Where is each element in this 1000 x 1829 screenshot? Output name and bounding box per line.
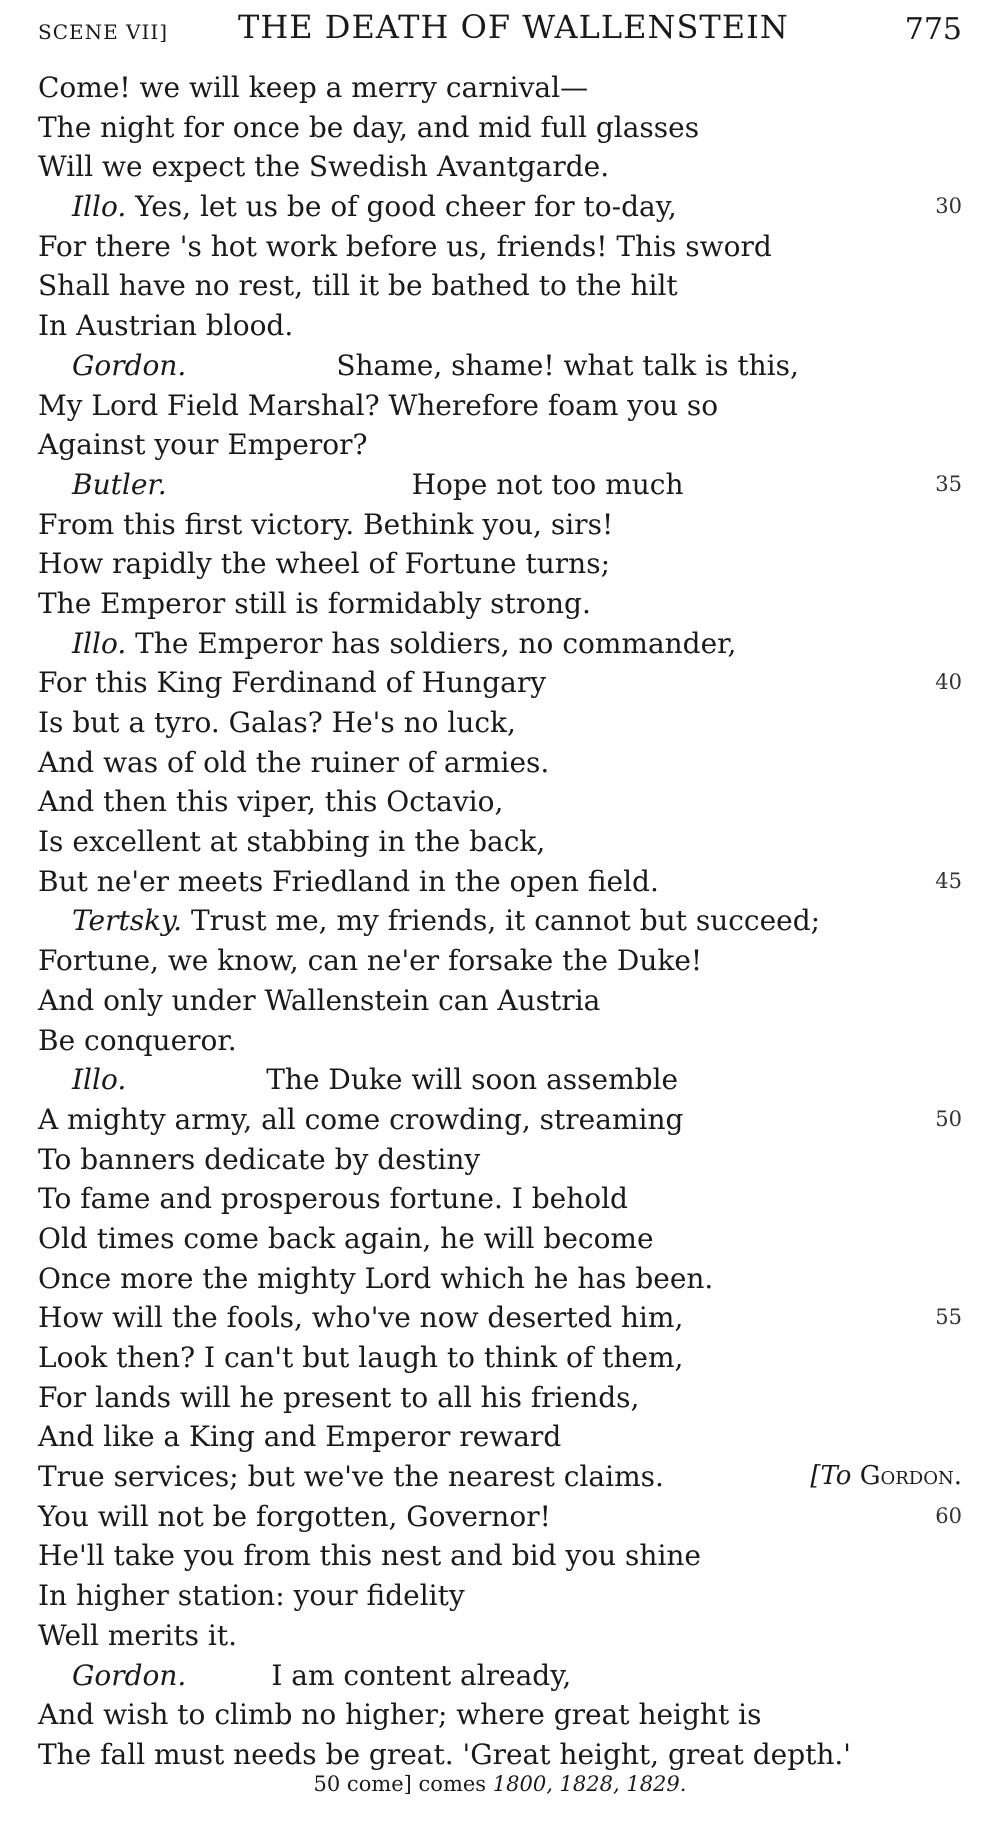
verse-line bbox=[38, 862, 962, 902]
line-text: Fortune, we know, can ne'er forsake the Duke! bbox=[38, 944, 703, 978]
line-number: 60 bbox=[935, 1503, 962, 1528]
line-number: 45 bbox=[935, 868, 962, 893]
line-text: But ne'er meets Friedland in the open field. bbox=[38, 864, 659, 898]
verse-line bbox=[38, 782, 962, 822]
running-title: THE DEATH OF WALLENSTEIN bbox=[238, 8, 789, 46]
line-text: And wish to climb no higher; where great height is bbox=[38, 1698, 762, 1732]
line-text: A mighty army, all come crowding, streaming bbox=[38, 1102, 684, 1136]
line-text: The Emperor still is formidably strong. bbox=[38, 586, 591, 620]
line-text: Will we expect the Swedish Avantgarde. bbox=[38, 150, 610, 184]
line-text: Yes, let us be of good cheer for to-day, bbox=[126, 190, 677, 224]
verse-line bbox=[38, 663, 962, 703]
line-text: True services; but we've the nearest claims. bbox=[38, 1460, 664, 1494]
verse-line bbox=[38, 1417, 962, 1457]
line-text: Trust me, my friends, it cannot but succeed; bbox=[182, 904, 821, 938]
line-text: I am content already, bbox=[271, 1658, 572, 1692]
speaker-name: Gordon. bbox=[72, 348, 187, 382]
verse-line bbox=[38, 1656, 962, 1696]
page-number: 775 bbox=[904, 12, 962, 47]
verse-line bbox=[38, 1259, 962, 1299]
stage-direction-to: [To bbox=[810, 1461, 852, 1492]
verse-line bbox=[38, 1616, 962, 1656]
line-text: And like a King and Emperor reward bbox=[38, 1420, 562, 1454]
verse-line bbox=[38, 386, 962, 426]
speaker-name: Illo. bbox=[72, 626, 127, 660]
footnote-years: 1800, 1828, 1829. bbox=[492, 1772, 687, 1796]
line-text: The night for once be day, and mid full glasses bbox=[38, 110, 700, 144]
line-number: 50 bbox=[935, 1106, 962, 1131]
line-text: Against your Emperor? bbox=[38, 428, 368, 462]
verse-line bbox=[38, 1576, 962, 1616]
line-text: Shame, shame! what talk is this, bbox=[336, 348, 799, 382]
footnote bbox=[0, 1772, 1000, 1796]
line-text: And only under Wallenstein can Austria bbox=[38, 983, 601, 1017]
line-text: From this first victory. Bethink you, sirs! bbox=[38, 507, 614, 541]
verse-line bbox=[38, 1457, 962, 1497]
line-text: How rapidly the wheel of Fortune turns; bbox=[38, 547, 611, 581]
speaker-name: Butler. bbox=[72, 467, 167, 501]
verse-block bbox=[38, 68, 962, 1775]
footnote-lemma: 50 come] comes bbox=[313, 1772, 493, 1796]
verse-line bbox=[38, 346, 962, 386]
verse-line bbox=[38, 743, 962, 783]
line-text: The Emperor has soldiers, no commander, bbox=[126, 626, 737, 660]
verse-line bbox=[38, 1378, 962, 1418]
line-text: Look then? I can't but laugh to think of them, bbox=[38, 1341, 684, 1374]
line-text: Is but a tyro. Galas? He's no luck, bbox=[38, 706, 516, 739]
verse-line bbox=[38, 147, 962, 187]
line-text: In Austrian blood. bbox=[38, 309, 294, 343]
speaker-name: Tertsky. bbox=[72, 904, 183, 938]
verse-line bbox=[38, 1338, 962, 1378]
line-text: Be conqueror. bbox=[38, 1023, 237, 1057]
line-text: Come! we will keep a merry carnival— bbox=[38, 71, 589, 104]
line-text: For this King Ferdinand of Hungary bbox=[38, 666, 547, 700]
speaker-name: Gordon. bbox=[72, 1658, 187, 1692]
verse-line bbox=[38, 584, 962, 624]
line-text: Well merits it. bbox=[38, 1618, 237, 1652]
line-text: And was of old the ruiner of armies. bbox=[38, 745, 550, 779]
verse-line bbox=[38, 505, 962, 545]
verse-line bbox=[38, 822, 962, 862]
verse-line bbox=[38, 465, 962, 505]
line-text: Hope not too much bbox=[411, 467, 684, 501]
verse-line bbox=[38, 901, 962, 941]
line-text: For there 's hot work before us, friends! This sword bbox=[38, 229, 772, 263]
line-number: 30 bbox=[935, 194, 962, 219]
verse-line bbox=[38, 1497, 962, 1537]
verse-line bbox=[38, 68, 962, 108]
line-text: The Duke will soon assemble bbox=[266, 1063, 679, 1097]
verse-line bbox=[38, 1021, 962, 1061]
verse-line bbox=[38, 306, 962, 346]
verse-line bbox=[38, 108, 962, 148]
verse-line bbox=[38, 1060, 962, 1100]
verse-line bbox=[38, 425, 962, 465]
verse-line bbox=[38, 624, 962, 664]
verse-line bbox=[38, 941, 962, 981]
verse-line bbox=[38, 1219, 962, 1259]
line-text: You will not be forgotten, Governor! bbox=[38, 1499, 551, 1533]
scene-label: SCENE VII] bbox=[38, 20, 169, 44]
verse-line bbox=[38, 544, 962, 584]
stage-direction-name: Gordon. bbox=[859, 1461, 962, 1492]
line-text: He'll take you from this nest and bid you shine bbox=[38, 1539, 702, 1573]
line-text: To fame and prosperous fortune. I behold bbox=[38, 1182, 628, 1216]
verse-line bbox=[38, 1695, 962, 1735]
speaker-name: Illo. bbox=[72, 190, 127, 224]
verse-line bbox=[38, 703, 962, 743]
line-number: 55 bbox=[935, 1305, 962, 1330]
line-text: To banners dedicate by destiny bbox=[38, 1142, 481, 1176]
line-text: How will the fools, who've now deserted him, bbox=[38, 1301, 684, 1335]
verse-line bbox=[38, 1140, 962, 1180]
line-text: Old times come back again, he will become bbox=[38, 1221, 654, 1255]
verse-line bbox=[38, 266, 962, 306]
line-text: The fall must needs be great. 'Great height, great depth.' bbox=[38, 1737, 851, 1771]
verse-line bbox=[38, 1179, 962, 1219]
line-number: 35 bbox=[935, 471, 962, 496]
verse-line bbox=[38, 1100, 962, 1140]
line-text: For lands will he present to all his friends, bbox=[38, 1380, 640, 1414]
verse-line bbox=[38, 1298, 962, 1338]
line-text: And then this viper, this Octavio, bbox=[38, 785, 504, 819]
line-text: Once more the mighty Lord which he has been. bbox=[38, 1261, 714, 1295]
line-text: My Lord Field Marshal? Wherefore foam you so bbox=[38, 388, 719, 422]
verse-line bbox=[38, 227, 962, 267]
line-text: In higher station: your fidelity bbox=[38, 1579, 465, 1613]
verse-line bbox=[38, 981, 962, 1021]
line-text: Shall have no rest, till it be bathed to the hilt bbox=[38, 269, 678, 303]
verse-line bbox=[38, 1735, 962, 1775]
running-header bbox=[38, 6, 962, 56]
stage-direction bbox=[810, 1457, 962, 1497]
verse-line bbox=[38, 1536, 962, 1576]
line-text: Is excellent at stabbing in the back, bbox=[38, 825, 546, 859]
verse-line bbox=[38, 187, 962, 227]
line-number: 40 bbox=[935, 670, 962, 695]
speaker-name: Illo. bbox=[72, 1063, 127, 1097]
